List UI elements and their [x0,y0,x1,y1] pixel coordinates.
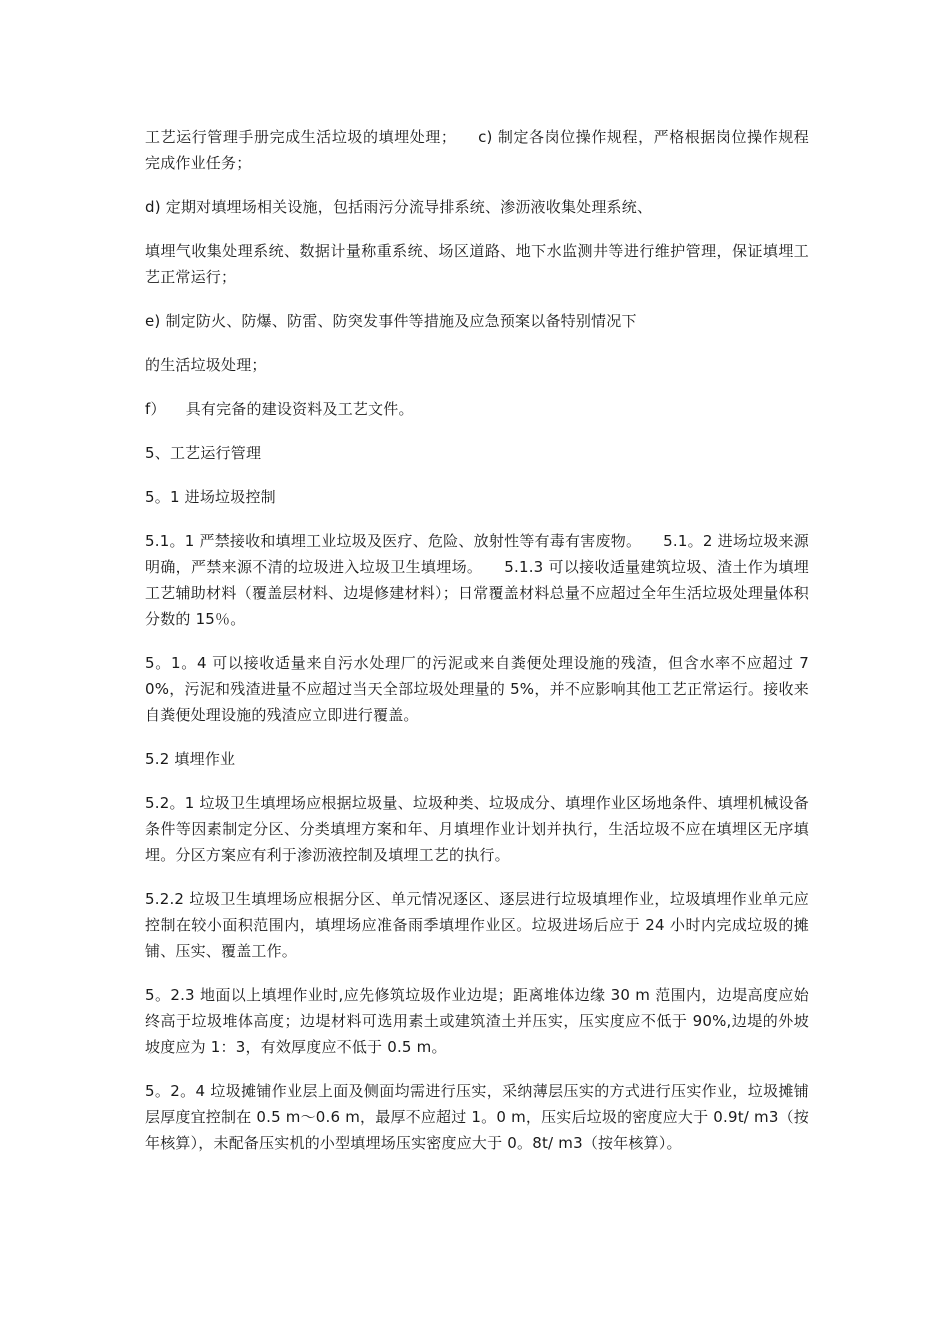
paragraph-text: 具有完备的建设资料及工艺文件。 [185,400,414,418]
item-marker: f） [145,400,166,418]
paragraph-item-f [145,396,809,422]
paragraph-item-e-continued: 的生活垃圾处理； [145,356,267,374]
paragraph-text: 5.1。2 进场垃圾来源明确，严禁来源不清的垃圾进入垃圾卫生填埋场。 [145,532,809,576]
section-heading-5: 5、工艺运行管理 [145,444,262,462]
paragraph-5-2-2: 5.2.2 垃圾卫生填埋场应根据分区、单元情况逐区、逐层进行垃圾填埋作业，垃圾填埋作业单元应控制在较小面积范围内，填埋场应准备雨季填埋作业区。垃圾进场后应于 24 小时内完成垃圾的摊铺、压实、覆盖工作。 [145,890,809,960]
paragraph-process-manual [145,124,809,176]
paragraph-5-2-4: 5。2。4 垃圾摊铺作业层上面及侧面均需进行压实，采纳薄层压实的方式进行压实作业，垃圾摊铺层厚度宜控制在 0.5 m～0.6 m，最厚不应超过 1。0 m，压实后垃圾的密度应大于 0.9t/ m3（按年核算），未配备压实机的小型填埋场压实密度应大于 0。8t/ m3（按年核算）。 [145,1082,809,1152]
paragraph-5-1-4: 5。1。4 可以接收适量来自污水处理厂的污泥或来自粪便处理设施的残渣，但含水率不应超过 70%，污泥和残渣进量不应超过当天全部垃圾处理量的 5%，并不应影响其他工艺正常运行。接收来自粪便处理设施的残渣应立即进行覆盖。 [145,654,809,724]
paragraph-item-e: e) 制定防火、防爆、防雷、防突发事件等措施及应急预案以备特别情况下 [145,312,637,330]
paragraph-text: 工艺运行管理手册完成生活垃圾的填埋处理； [145,128,457,146]
paragraph-text: c) 制定各岗位操作规程，严格根据岗位操作规程完成作业任务； [145,128,809,172]
paragraph-text: 5.1.3 可以接收适量建筑垃圾、渣土作为填埋工艺辅助材料（覆盖层材料、边堤修建材料）；日常覆盖材料总量不应超过全年生活垃圾处理量体积分数的 15％。 [145,558,809,628]
paragraph-item-d-continued: 填埋气收集处理系统、数据计量称重系统、场区道路、地下水监测井等进行维护管理，保证填埋工艺正常运行； [145,242,809,286]
paragraph-5-2-1: 5.2。1 垃圾卫生填埋场应根据垃圾量、垃圾种类、垃圾成分、填埋作业区场地条件、填埋机械设备条件等因素制定分区、分类填埋方案和年、月填埋作业计划并执行，生活垃圾不应在填埋区无序填埋。分区方案应有利于渗沥液控制及填埋工艺的执行。 [145,794,809,864]
paragraph-5-1-1-to-5-1-3 [145,528,809,632]
document-body [145,124,809,1174]
paragraph-5-2-3: 5。2.3 地面以上填埋作业时,应先修筑垃圾作业边堤；距离堆体边缘 30 m 范围内，边堤高度应始终高于垃圾堆体高度；边堤材料可选用素土或建筑渣土并压实，压实度应不低于 90%,边堤的外坡坡度应为 1：3，有效厚度应不低于 0.5 m。 [145,986,809,1056]
paragraph-text: 5.1。1 严禁接收和填埋工业垃圾及医疗、危险、放射性等有毒有害废物。 [145,532,642,550]
paragraph-item-d: d) 定期对填埋场相关设施，包括雨污分流导排系统、渗沥液收集处理系统、 [145,198,653,216]
section-heading-5-1: 5。1 进场垃圾控制 [145,488,276,506]
section-heading-5-2: 5.2 填埋作业 [145,750,236,768]
